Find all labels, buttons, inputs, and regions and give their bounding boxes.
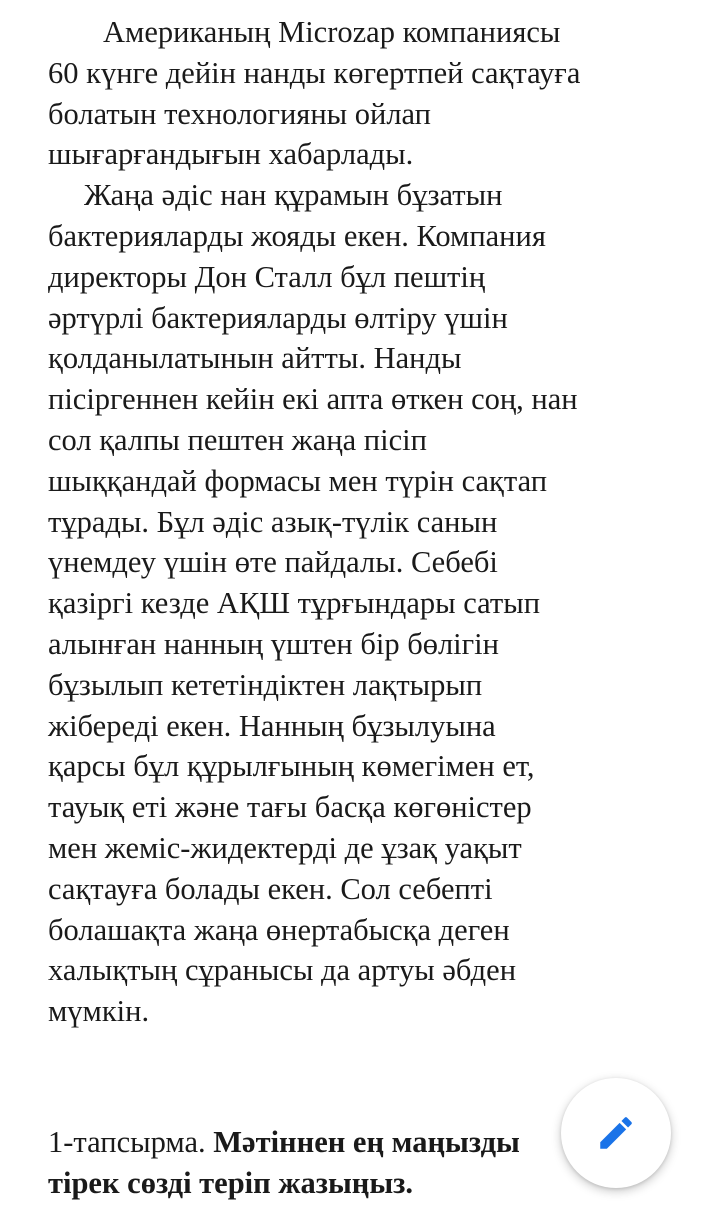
- text-line: шығарғандығын хабарлады.: [48, 137, 414, 172]
- text-line: Американың Microzap компаниясы: [103, 15, 561, 49]
- text-line: мүмкін.: [48, 994, 150, 1029]
- text-line: Жаңа әдіс нан құрамын бұзатын: [84, 178, 503, 213]
- text-line: болашақта жаңа өнертабысқа деген: [48, 912, 510, 947]
- text-line: алынған нанның үштен бір бөлігін: [48, 626, 499, 661]
- text-line: 60 күнге дейін нанды көгертпей сақтауға: [48, 55, 581, 90]
- text-line: тауық еті және тағы басқа көгөністер: [48, 790, 532, 825]
- task-text-2: тірек сөзді теріп жазыңыз.: [48, 1165, 414, 1200]
- text-line: қазіргі кезде АҚШ тұрғындары сатып: [48, 586, 541, 621]
- text-line: әртүрлі бактерияларды өлтіру үшін: [48, 300, 508, 335]
- pencil-icon: [595, 1112, 637, 1154]
- text-line: директоры Дон Сталл бұл пештің: [48, 259, 486, 294]
- text-line: пісіргеннен кейін екі апта өткен соң, нан: [48, 382, 578, 417]
- text-line: болатын технологияны ойлап: [48, 96, 432, 131]
- text-line: халықтың сұранысы да артуы әбден: [48, 953, 517, 988]
- paragraph-1: [48, 12, 676, 175]
- text-line: үнемдеу үшін өте пайдалы. Себебі: [48, 545, 498, 580]
- text-line: бактерияларды жояды екен. Компания: [48, 218, 546, 253]
- text-line: шыққандай формасы мен түрін сақтап: [48, 463, 548, 498]
- text-line: сақтауға болады екен. Сол себепті: [48, 871, 493, 906]
- text-line: тұрады. Бұл әдіс азық-түлік санын: [48, 504, 498, 539]
- paragraph-2: [48, 175, 676, 1032]
- text-line: қолданылатынын айтты. Нанды: [48, 341, 462, 376]
- text-line: бұзылып кететіндіктен лақтырып: [48, 667, 483, 702]
- edit-button[interactable]: [561, 1078, 671, 1188]
- article-text: [48, 12, 676, 1032]
- task-label: 1-тапсырма.: [48, 1125, 206, 1159]
- text-line: сол қалпы пештен жаңа пісіп: [48, 422, 427, 457]
- text-line: мен жеміс-жидектерді де ұзақ уақыт: [48, 830, 522, 865]
- text-line: жібереді екен. Нанның бұзылуына: [48, 708, 496, 743]
- text-line: қарсы бұл құрылғының көмегімен ет,: [48, 749, 535, 784]
- task-text-1: Мәтіннен ең маңызды: [213, 1125, 520, 1159]
